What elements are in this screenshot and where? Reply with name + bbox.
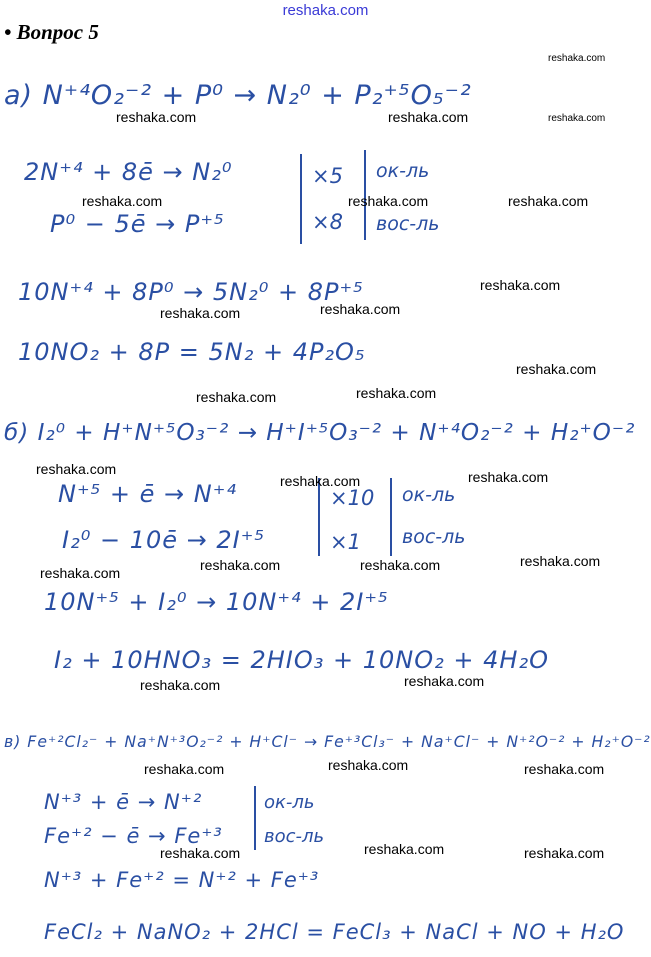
watermark: reshaka.com [520, 553, 601, 569]
role-a2: вос-ль [376, 213, 440, 235]
watermark: reshaka.com [196, 389, 277, 405]
watermark: reshaka.com [328, 757, 409, 773]
page-title: • Вопрос 5 [4, 20, 99, 44]
role-c1: ок-ль [264, 792, 315, 813]
role-b2: вос-ль [402, 526, 466, 548]
watermark: reshaka.com [36, 461, 117, 477]
watermark: reshaka.com [480, 277, 561, 293]
watermark: reshaka.com [356, 385, 437, 401]
half-reaction-b1: N⁺⁵ + ē → N⁺⁴ [58, 480, 237, 508]
multiplier-a2: ×8 [312, 210, 343, 234]
half-reaction-a2: P⁰ − 5ē → P⁺⁵ [50, 210, 225, 238]
watermark: reshaka.com [364, 841, 445, 857]
multiplier-b2: ×1 [330, 530, 361, 554]
final-equation-b: I₂ + 10HNO₃ = 2HIO₃ + 10NO₂ + 4H₂O [54, 646, 549, 674]
half-reaction-b2: I₂⁰ − 10ē → 2I⁺⁵ [62, 526, 265, 554]
watermark: reshaka.com [160, 845, 241, 861]
watermark: reshaka.com [508, 193, 589, 209]
divider-line [300, 154, 302, 244]
watermark: reshaka.com [360, 557, 441, 573]
role-c2: вос-ль [264, 826, 325, 847]
sum-equation-b: 10N⁺⁵ + I₂⁰ → 10N⁺⁴ + 2I⁺⁵ [44, 588, 389, 616]
site-link[interactable]: reshaka.com [282, 2, 369, 19]
final-equation-a: 10NO₂ + 8P = 5N₂ + 4P₂O₅ [18, 338, 366, 366]
half-reaction-a1: 2N⁺⁴ + 8ē → N₂⁰ [24, 158, 233, 186]
watermark: reshaka.com [348, 193, 429, 209]
watermark: reshaka.com [524, 845, 605, 861]
watermark: reshaka.com [548, 53, 606, 64]
watermark: reshaka.com [524, 761, 605, 777]
watermark: reshaka.com [144, 761, 225, 777]
watermark: reshaka.com [320, 301, 401, 317]
multiplier-a1: ×5 [312, 164, 343, 188]
watermark: reshaka.com [160, 305, 241, 321]
sum-equation-c: N⁺³ + Fe⁺² = N⁺² + Fe⁺³ [44, 868, 320, 892]
role-a1: ок-ль [376, 160, 430, 182]
watermark: reshaka.com [404, 673, 485, 689]
equation-c: в) Fe⁺²Cl₂⁻ + Na⁺N⁺³O₂⁻² + H⁺Cl⁻ → Fe⁺³Cl₃⁻ + Na⁺Cl⁻ + N⁺²O⁻² + H₂⁺O⁻² [4, 732, 651, 751]
half-reaction-c1: N⁺³ + ē → N⁺² [44, 790, 203, 814]
sum-equation-a: 10N⁺⁴ + 8P⁰ → 5N₂⁰ + 8P⁺⁵ [18, 278, 364, 306]
watermark: reshaka.com [140, 677, 221, 693]
half-reaction-c2: Fe⁺² − ē → Fe⁺³ [44, 824, 223, 848]
divider-line [318, 478, 320, 556]
watermark: reshaka.com [280, 473, 361, 489]
divider-line [254, 786, 256, 850]
watermark: reshaka.com [200, 557, 281, 573]
divider-line [390, 478, 392, 556]
final-equation-c: FeCl₂ + NaNO₂ + 2HCl = FeCl₃ + NaCl + NO + H₂O [44, 920, 625, 944]
equation-a: a) N⁺⁴O₂⁻² + P⁰ → N₂⁰ + P₂⁺⁵O₅⁻² [4, 80, 472, 111]
watermark: reshaka.com [516, 361, 597, 377]
equation-b: б) I₂⁰ + H⁺N⁺⁵O₃⁻² → H⁺I⁺⁵O₃⁻² + N⁺⁴O₂⁻² + H₂⁺O⁻² [4, 420, 636, 446]
watermark: reshaka.com [548, 113, 606, 124]
watermark: reshaka.com [468, 469, 549, 485]
role-b1: ок-ль [402, 484, 456, 506]
watermark: reshaka.com [388, 109, 469, 125]
watermark: reshaka.com [40, 565, 121, 581]
watermark: reshaka.com [116, 109, 197, 125]
multiplier-b1: ×10 [330, 486, 375, 510]
watermark: reshaka.com [82, 193, 163, 209]
